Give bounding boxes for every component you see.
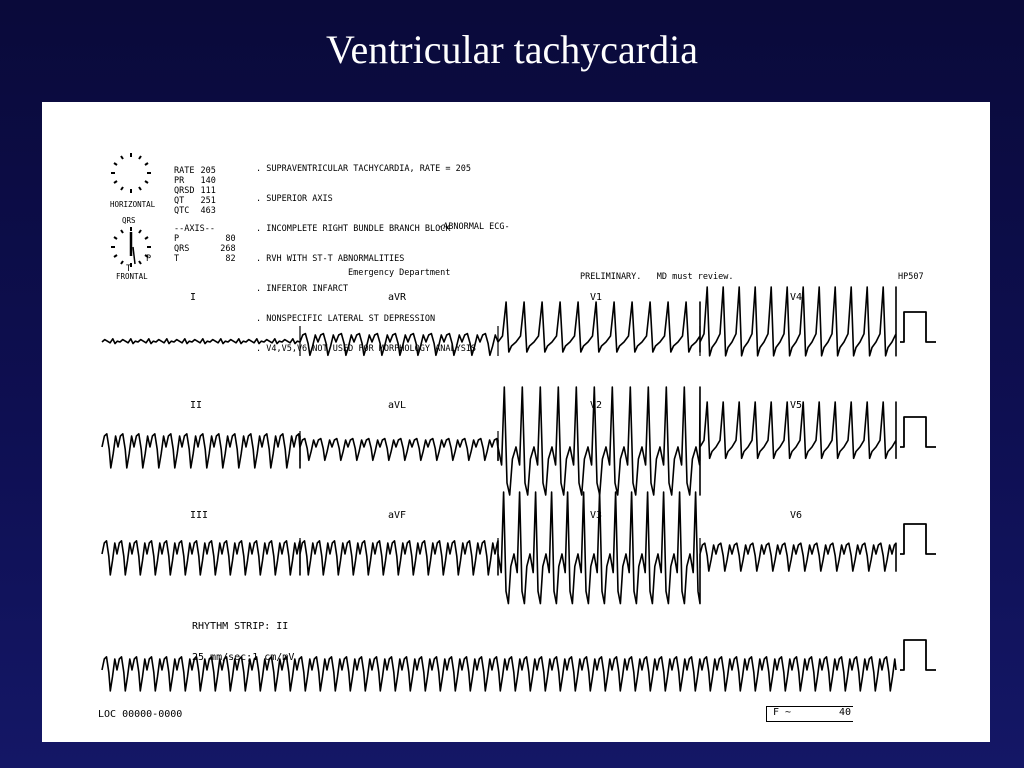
rhythm-strip-settings: 25 mm/sec;1 cm/mV — [192, 652, 295, 663]
footer-location-code: LOC 00000-0000 — [98, 709, 183, 720]
interpretation-line: . INCOMPLETE RIGHT BUNDLE BRANCH BLOCK — [256, 224, 451, 234]
measurement-label: QT — [174, 196, 185, 206]
device-id: HP507 — [898, 272, 924, 282]
axis-value: 80 — [225, 234, 236, 244]
ecg-trace-row3-seg1 — [102, 541, 300, 575]
measurement-label: QTC — [174, 206, 190, 216]
lead-label-V3: V3 — [590, 510, 603, 521]
rhythm-strip-label: RHYTHM STRIP: II — [192, 621, 289, 632]
lead-label-III: III — [190, 510, 209, 521]
horizontal-dial-label: HORIZONTAL — [110, 200, 156, 209]
axis-value: 268 — [220, 244, 236, 254]
interpretation-line: . NONSPECIFIC LATERAL ST DEPRESSION — [256, 314, 436, 324]
lead-label-V5: V5 — [790, 400, 803, 411]
lead-label-V4: V4 — [790, 292, 803, 303]
ecg-trace-row1-seg2 — [300, 334, 498, 356]
footer-filter-label: F ~ — [773, 707, 792, 718]
lead-label-V2: V2 — [590, 400, 603, 411]
ecg-printout — [42, 102, 990, 742]
calibration-pulse — [900, 524, 936, 554]
measurement-value: 251 — [200, 196, 216, 206]
interpretation-line: . RVH WITH ST-T ABNORMALITIES — [256, 254, 405, 264]
location-label: Emergency Department — [348, 268, 451, 278]
interpretation-line: . INFERIOR INFARCT — [256, 284, 349, 294]
lead-label-aVF: aVF — [388, 510, 407, 521]
ecg-trace-row1-seg4 — [700, 287, 896, 356]
ecg-trace-row1-seg3 — [498, 302, 700, 352]
frontal-dial-top-label: QRS — [122, 216, 136, 225]
frontal-dial-t-marker: T — [126, 264, 132, 274]
interpretation-line: . V4,V5,V6 NOT USED FOR MORPHOLOGY ANALYSIS — [256, 344, 477, 354]
lead-label-V6: V6 — [790, 510, 803, 521]
interpretation-line: . SUPRAVENTRICULAR TACHYCARDIA, RATE = 205 — [256, 164, 471, 174]
ecg-trace-row2-seg4 — [700, 402, 896, 458]
preliminary-note: PRELIMINARY. MD must review. — [580, 272, 734, 282]
ecg-trace-row2-seg2 — [300, 439, 498, 461]
axis-label: QRS — [174, 244, 190, 254]
lead-label-V1: V1 — [590, 292, 603, 303]
ecg-trace-row3-seg3 — [498, 492, 700, 604]
footer-filter-value: 40 — [838, 707, 851, 718]
ecg-trace-row1-seg1 — [102, 339, 300, 344]
lead-label-I: I — [190, 292, 197, 303]
ecg-trace-row2-seg3 — [498, 387, 700, 495]
frontal-dial-p-marker: P — [146, 254, 152, 264]
footer-filter-box — [766, 706, 853, 722]
ecg-trace-row3-seg4 — [700, 543, 896, 571]
measurement-value: 111 — [200, 186, 216, 196]
ecg-trace-row2-seg1 — [102, 434, 300, 468]
slide-title: Ventricular tachycardia — [325, 27, 698, 72]
lead-label-aVL: aVL — [388, 400, 407, 411]
axis-value: 82 — [225, 254, 236, 264]
calibration-pulse — [900, 640, 936, 670]
frontal-dial-label: FRONTAL — [116, 272, 148, 281]
measurement-label: RATE — [174, 166, 195, 176]
lead-label-II: II — [190, 400, 203, 411]
ecg-trace-row3-seg2 — [300, 541, 498, 575]
measurement-label: QRSD — [174, 186, 195, 196]
measurement-value: 205 — [200, 166, 216, 176]
axis-label: P — [174, 234, 180, 244]
measurement-value: 463 — [200, 206, 216, 216]
lead-label-aVR: aVR — [388, 292, 407, 303]
ecg-trace-row4-seg1 — [102, 657, 896, 691]
measurement-label: PR — [174, 176, 185, 186]
axis-label: T — [174, 254, 180, 264]
calibration-pulse — [900, 417, 936, 447]
ecg-traces — [42, 102, 990, 742]
axis-title: --AXIS-- — [174, 224, 215, 234]
calibration-pulse — [900, 312, 936, 342]
interpretation-line: . SUPERIOR AXIS — [256, 194, 333, 204]
measurement-value: 140 — [200, 176, 216, 186]
abnormal-ecg-label: -ABNORMAL ECG- — [438, 222, 510, 232]
